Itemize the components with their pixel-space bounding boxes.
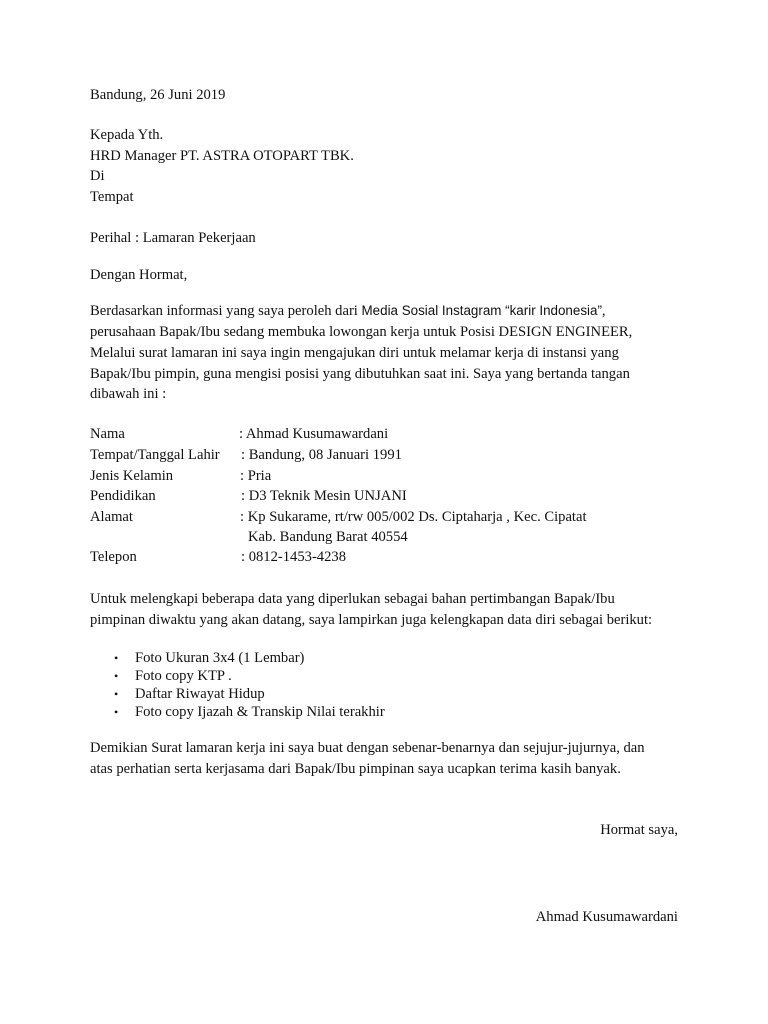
detail-gender-label: Jenis Kelamin <box>90 468 174 484</box>
subject-line: Perihal : Lamaran Pekerjaan <box>90 230 256 246</box>
attachment-bullet-1: • <box>114 651 119 665</box>
detail-address-value-line-2: Kab. Bandung Barat 40554 <box>248 529 408 545</box>
paragraph-1-line-2: perusahaan Bapak/Ibu sedang membuka lowongan kerja untuk Posisi DESIGN ENGINEER, <box>90 324 633 340</box>
signature-name: Ahmad Kusumawardani <box>535 909 678 925</box>
paragraph-1-source-text: Media Sosial Instagram “karir Indonesia” <box>361 303 602 318</box>
detail-education-label: Pendidikan <box>90 488 156 504</box>
attachment-item-3: Daftar Riwayat Hidup <box>135 686 265 702</box>
attachment-item-1: Foto Ukuran 3x4 (1 Lembar) <box>135 650 305 666</box>
paragraph-2-line-2: pimpinan diwaktu yang akan datang, saya lampirkan juga kelengkapan data diri sebagai berikut: <box>90 612 653 628</box>
detail-birth-value: : Bandung, 08 Januari 1991 <box>241 447 402 463</box>
detail-address-label: Alamat <box>90 509 133 525</box>
detail-name-value: : Ahmad Kusumawardani <box>239 426 389 442</box>
detail-gender-value: : Pria <box>240 468 272 484</box>
recipient-line-1: Kepada Yth. <box>90 127 164 143</box>
detail-education-value: : D3 Teknik Mesin UNJANI <box>241 488 407 504</box>
detail-phone-label: Telepon <box>90 549 137 565</box>
detail-phone-value: : 0812-1453-4238 <box>241 549 346 565</box>
paragraph-1-line-1-text-a: Berdasarkan informasi yang saya peroleh dari <box>90 303 362 319</box>
paragraph-1-line-1-text-b: , <box>601 303 606 319</box>
detail-address-value-line-1: : Kp Sukarame, rt/rw 005/002 Ds. Ciptaharja , Kec. Cipatat <box>240 509 587 525</box>
detail-name-label: Nama <box>90 426 125 442</box>
paragraph-1-line-1 <box>90 301 606 321</box>
attachment-item-4: Foto copy Ijazah & Transkip Nilai terakhir <box>135 704 385 720</box>
paragraph-1-line-4: Bapak/Ibu pimpin, guna mengisi posisi yang dibutuhkan saat ini. Saya yang bertanda tangan <box>90 366 630 382</box>
closing-line-2: atas perhatian serta kerjasama dari Bapak/Ibu pimpinan saya ucapkan terima kasih banyak. <box>90 761 621 777</box>
paragraph-2-line-1: Untuk melengkapi beberapa data yang diperlukan sebagai bahan pertimbangan Bapak/Ibu <box>90 591 615 607</box>
detail-birth-label: Tempat/Tanggal Lahir <box>90 447 220 463</box>
attachment-bullet-3: • <box>114 687 119 701</box>
signoff: Hormat saya, <box>600 822 678 838</box>
attachment-bullet-2: • <box>114 669 119 683</box>
paragraph-1-line-5: dibawah ini : <box>90 386 167 402</box>
paragraph-1-line-3: Melalui surat lamaran ini saya ingin mengajukan diri untuk melamar kerja di instansi yang <box>90 345 619 361</box>
recipient-line-3: Di <box>90 168 105 184</box>
recipient-line-4: Tempat <box>90 189 134 205</box>
recipient-line-2: HRD Manager PT. ASTRA OTOPART TBK. <box>90 148 354 164</box>
attachment-bullet-4: • <box>114 705 119 719</box>
date-line: Bandung, 26 Juni 2019 <box>90 87 226 103</box>
salutation: Dengan Hormat, <box>90 267 188 283</box>
closing-line-1: Demikian Surat lamaran kerja ini saya buat dengan sebenar-benarnya dan sejujur-jujurnya, dan <box>90 740 645 756</box>
attachment-item-2: Foto copy KTP . <box>135 668 232 684</box>
